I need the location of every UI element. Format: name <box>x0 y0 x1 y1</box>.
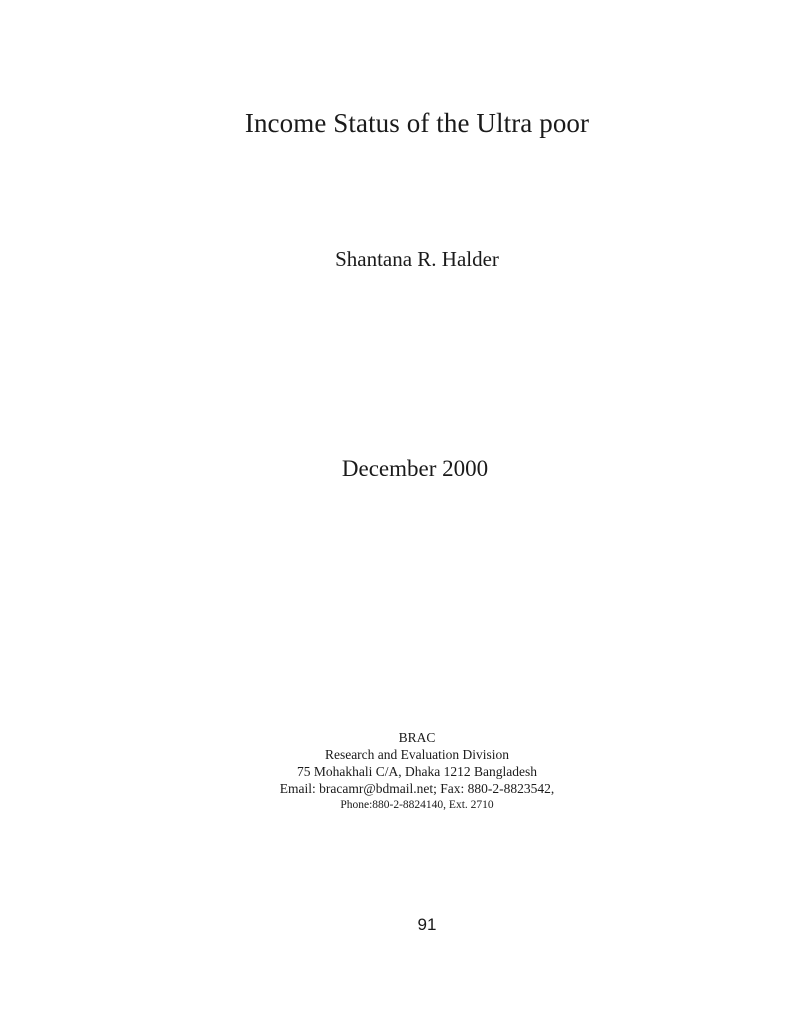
organization-name: BRAC <box>398 730 436 745</box>
document-title: Income Status of the Ultra poor <box>244 108 590 138</box>
organization-phone: Phone:880-2-8824140, Ext. 2710 <box>340 799 494 811</box>
page-number: 91 <box>417 915 437 934</box>
publication-date: December 2000 <box>341 456 489 481</box>
author-name: Shantana R. Halder <box>335 247 499 271</box>
organization-email-fax: Email: bracamr@bdmail.net; Fax: 880-2-8823542, <box>279 781 555 796</box>
organization-address: 75 Mohakhali C/A, Dhaka 1212 Bangladesh <box>297 764 537 779</box>
organization-division: Research and Evaluation Division <box>324 747 510 762</box>
organization-block <box>0 729 800 814</box>
